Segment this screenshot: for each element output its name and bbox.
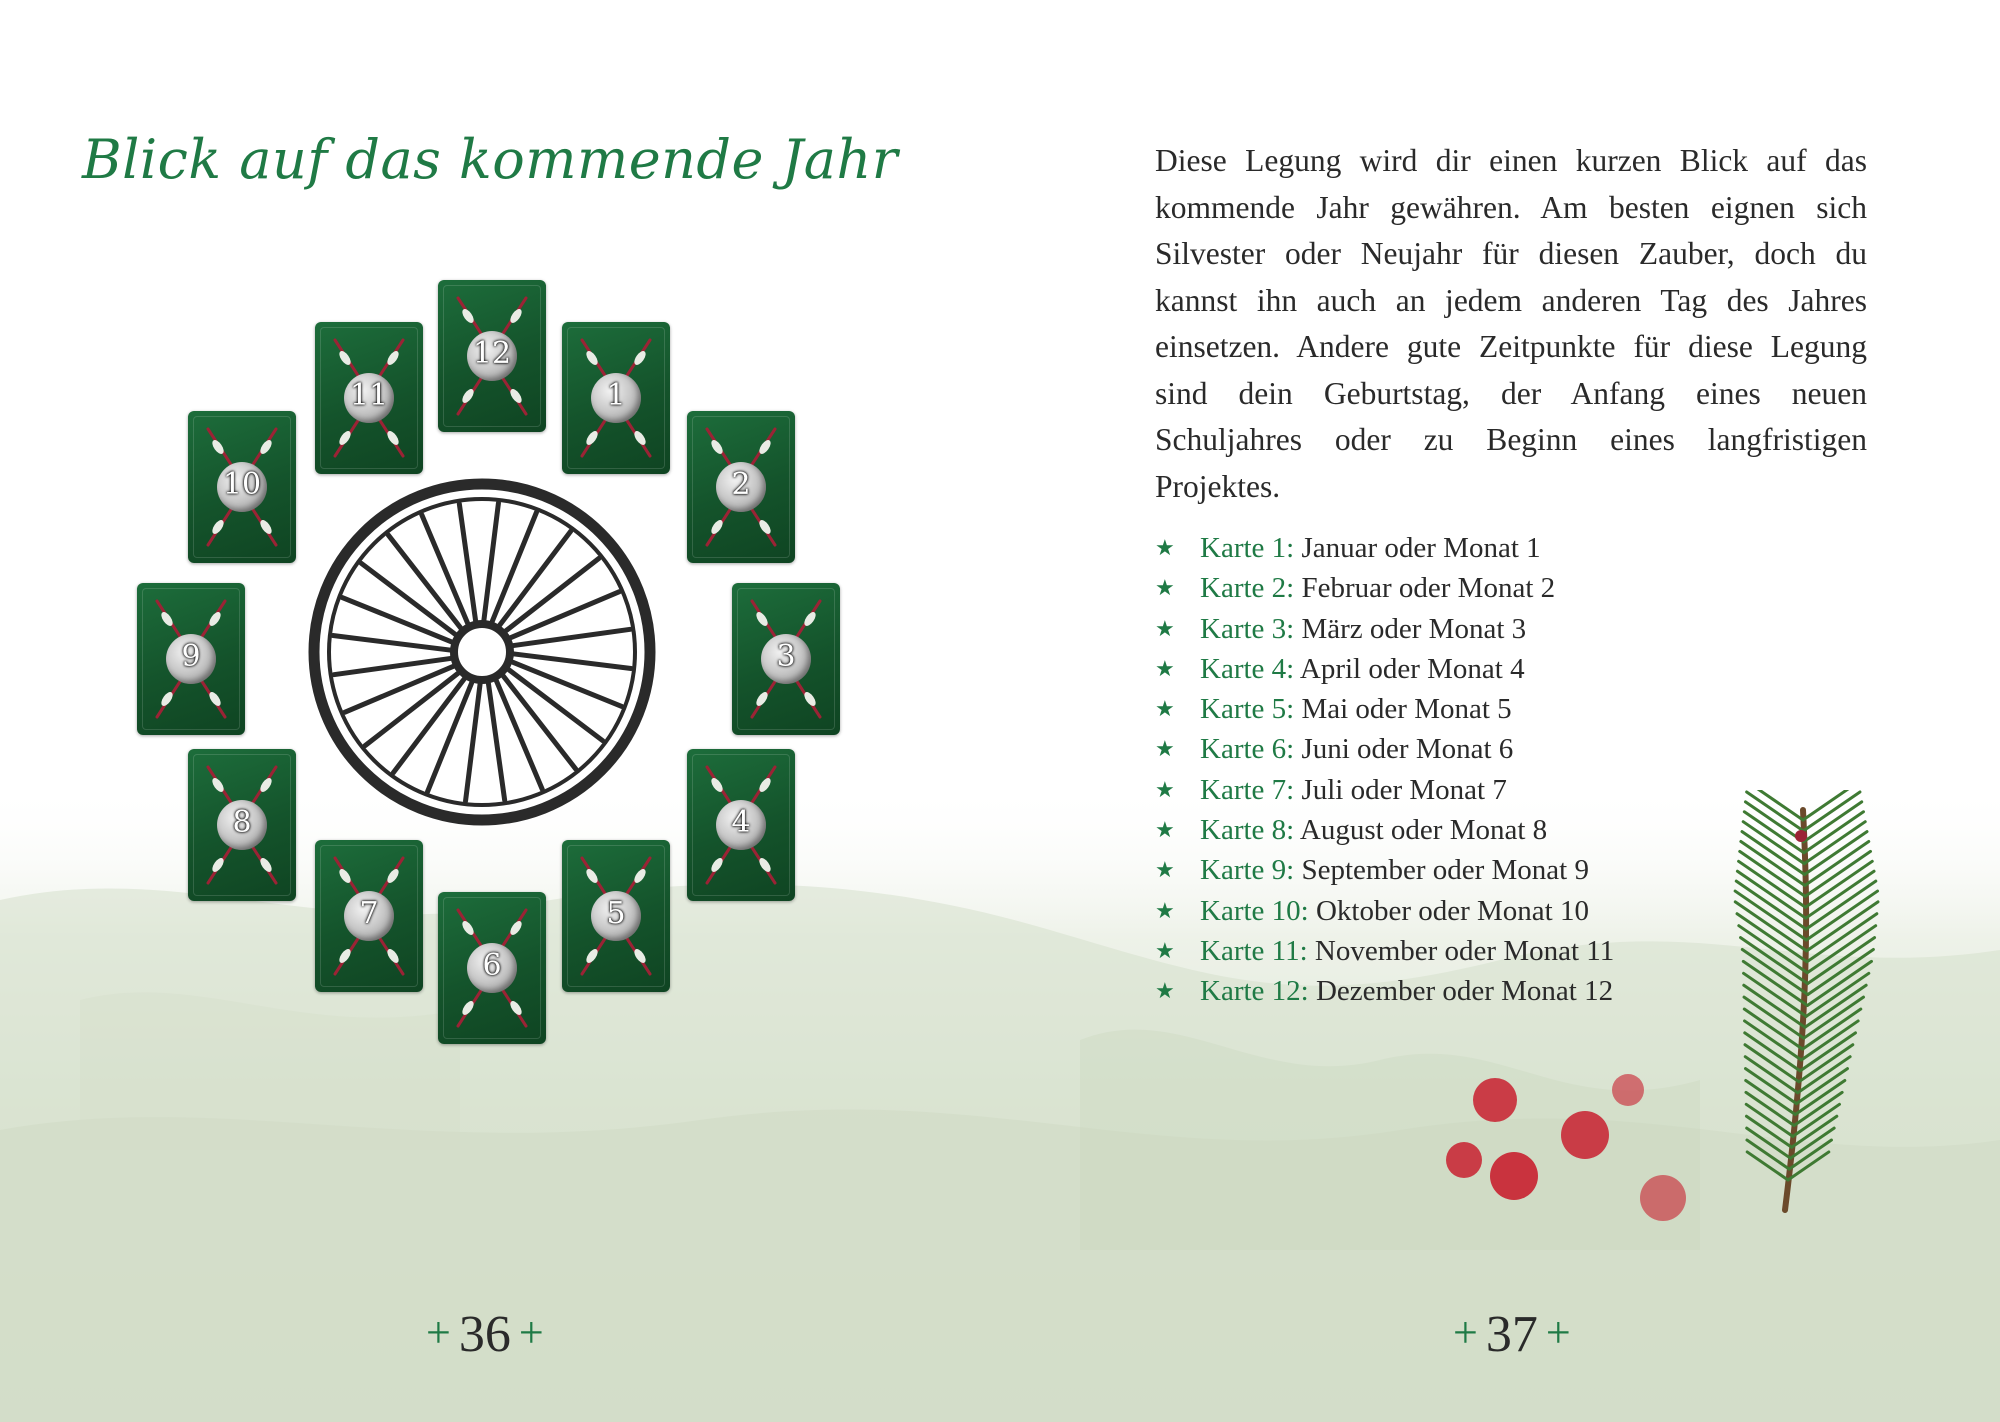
ornament-plus-icon: + [1453,1308,1478,1357]
card-11 [315,322,423,474]
page-number: 37 [1485,1306,1538,1363]
list-item-text: Oktober oder Monat 10 [1315,894,1589,927]
card-12 [438,280,546,432]
list-item-text: September oder Monat 9 [1301,854,1589,887]
star-bullet-icon: ★ [1155,857,1175,883]
list-item [1155,649,1614,689]
ornament-plus-icon: + [1545,1308,1571,1357]
berries [1446,1074,1686,1221]
page-number: 36 [458,1306,511,1363]
list-item-label: Karte 2: [1200,572,1295,605]
list-item [1155,689,1614,729]
ornament-plus-icon: + [518,1308,544,1357]
star-bullet-icon: ★ [1155,615,1175,641]
list-item-text: März oder Monat 3 [1301,612,1527,645]
list-item-label: Karte 6: [1200,733,1295,766]
list-item-label: Karte 10: [1200,894,1309,927]
star-bullet-icon: ★ [1155,736,1175,762]
list-item-label: Karte 8: [1200,814,1295,847]
intro-paragraph: Diese Legung wird dir einen kurzen Blick auf das kommende Jahr gewähren. Am besten eignen sich Silvester oder Neujahr für diesen Zauber, doch du kannst ihn auch an jedem anderen Tag des Jahres einsetzen. Andere gute Zeitpunkte für diese Legung sind dein Geburtstag, der Anfang eines neuen Schuljahres oder zu Beginn eines langfristigen Projektes. [1155,143,1867,504]
star-bullet-icon: ★ [1155,575,1175,601]
card-2 [687,411,795,563]
list-item-text: November oder Monat 11 [1314,934,1615,967]
card-number: 6 [482,948,502,983]
star-bullet-icon: ★ [1155,776,1175,802]
list-item-label: Karte 7: [1200,773,1295,806]
card-number: 9 [181,639,201,674]
page-number-right [1445,1305,1579,1364]
star-bullet-icon: ★ [1155,696,1175,722]
star-bullet-icon: ★ [1155,937,1175,963]
list-item-text: Januar oder Monat 1 [1301,532,1541,564]
card-number: 12 [472,336,512,371]
list-item-text: April oder Monat 4 [1299,652,1525,685]
pine-branch-illustration [1420,790,1900,1230]
card-spread [0,0,1000,1100]
list-item-text: Juli oder Monat 7 [1301,773,1507,806]
card-number: 10 [222,467,262,502]
list-item-label: Karte 3: [1200,612,1295,645]
berry-icon [1561,1111,1609,1159]
pine-branch-icon [1735,790,1878,1210]
card-number: 5 [606,896,626,931]
card-number: 7 [359,896,379,931]
page-number-left [418,1305,552,1364]
list-item [1155,528,1614,568]
star-bullet-icon: ★ [1155,655,1175,681]
card-number: 3 [776,639,796,674]
star-bullet-icon: ★ [1155,897,1175,923]
card-number: 11 [349,378,389,413]
berry-icon [1490,1152,1538,1200]
star-bullet-icon: ★ [1155,978,1175,1004]
ornament-plus-icon: + [426,1308,451,1357]
list-item [1155,568,1614,608]
list-item [1155,729,1614,769]
berry-icon [1473,1078,1517,1122]
card-number: 2 [731,467,751,502]
card-number: 1 [606,378,626,413]
list-item-label: Karte 9: [1200,854,1295,887]
berry-icon [1612,1074,1644,1106]
list-item-text: August oder Monat 8 [1299,814,1548,847]
card-3 [732,583,840,735]
berry-icon [1640,1175,1686,1221]
list-item-text: Mai oder Monat 5 [1301,693,1512,726]
list-item-label: Karte 1: [1200,532,1295,564]
list-item [1155,609,1614,649]
page-title: Blick auf das kommende Jahr [81,128,899,191]
card-5 [562,840,670,992]
star-bullet-icon: ★ [1155,817,1175,843]
list-item-label: Karte 11: [1200,934,1308,967]
list-item-text: Dezember oder Monat 12 [1315,975,1614,1008]
list-item-label: Karte 4: [1200,652,1295,685]
card-9 [137,583,245,735]
card-number: 8 [232,805,252,840]
list-item-text: Februar oder Monat 2 [1301,572,1556,605]
card-6 [438,892,546,1044]
card-4 [687,749,795,901]
list-item-label: Karte 5: [1200,693,1295,726]
star-bullet-icon: ★ [1155,535,1175,560]
wheel-icon [300,470,664,834]
card-10 [188,411,296,563]
card-1 [562,322,670,474]
list-item-text: Juni oder Monat 6 [1301,733,1514,766]
card-8 [188,749,296,901]
berry-icon [1446,1142,1482,1178]
card-7 [315,840,423,992]
list-item-label: Karte 12: [1200,975,1309,1008]
card-number: 4 [731,805,751,840]
